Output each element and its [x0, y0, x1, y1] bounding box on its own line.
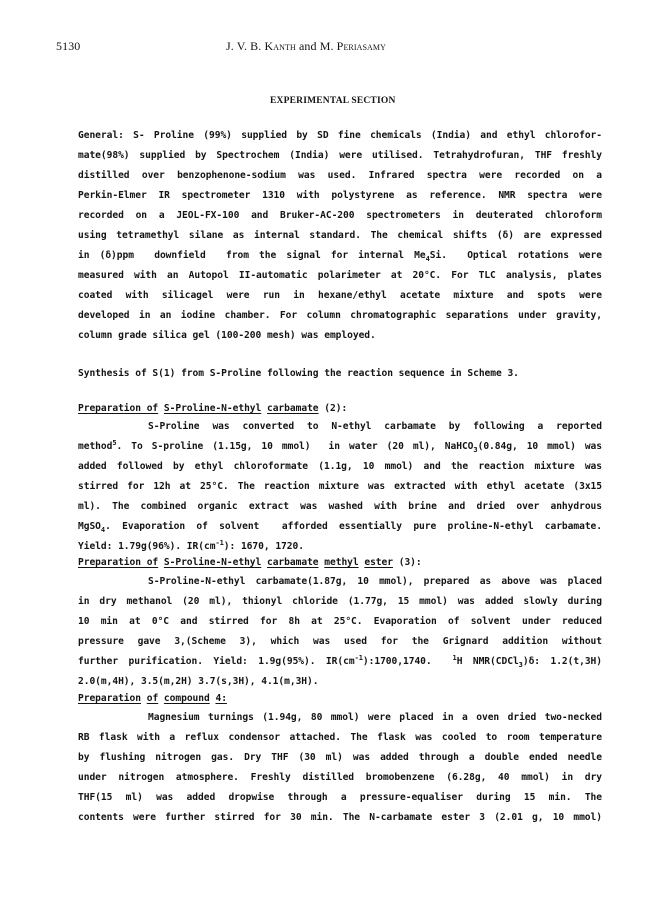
text-line-ir: Yield: 1.79g(96%). $IR(cm^{-1})$: 1670, 1720. [78, 538, 304, 552]
text-line-mgso4: MgSO$_4$. Evaporation of solvent afforded essentially pure proline-N-ethyl carbamate. [78, 521, 602, 534]
author-1-surname: Kanth [264, 39, 296, 53]
text-line: measured with an Autopol II-automatic polarimeter at 20°C. For TLC analysis, plates [78, 270, 602, 281]
running-header-authors [226, 39, 386, 54]
author-1-initials: J. V. B. [226, 39, 265, 53]
synthesis-heading: Synthesis of S(1) from S-Proline following the reaction sequence in Scheme 3. [78, 368, 519, 379]
text-line: pressure gave 3,(Scheme 3), which was used for the Grignard addition without [78, 636, 602, 647]
text-line: S-Proline-N-ethyl carbamate(1.87g, 10 mmol), prepared as above was placed [148, 576, 602, 587]
text-line: distilled over benzophenone-sodium was used. Infrared spectra were recorded on a [78, 170, 602, 181]
text-line: added followed by ethyl chloroformate (1.1g, 10 mmol) and the reaction mixture was [78, 461, 602, 472]
prep-4-heading: Preparation of compound 4: [78, 693, 227, 704]
text-line: mate(98%) supplied by Spectrochem (India) were utilised. Tetrahydrofuran, THF freshly [78, 150, 602, 161]
text-line: recorded on a JEOL-FX-100 and Bruker-AC-200 spectrometers in deuterated chloroform [78, 210, 602, 221]
text-line: column grade silica gel (100-200 mesh) was employed. [78, 330, 376, 341]
prep-2-heading: Preparation of S-Proline-N-ethyl carbamate (2): [78, 403, 348, 414]
page-number: 5130 [56, 39, 81, 53]
text-line: Magnesium turnings (1.94g, 80 mmol) were placed in a oven dried two-necked [148, 712, 602, 723]
text-line: under nitrogen atmosphere. Freshly distilled bromobenzene (6.28g, 40 mmol) in dry [78, 772, 602, 783]
text-line: THF(15 ml) was added dropwise through a pressure-equaliser during 15 min. The [78, 792, 602, 803]
text-line: using tetramethyl silane as internal standard. The chemical shifts (δ) are expressed [78, 230, 602, 241]
text-line-me4si: in (δ)ppm downfield from the signal for internal $Me_4Si$. Optical rotations were [78, 250, 602, 263]
text-line: developed in an iodine chamber. For column chromatographic separations under gravity, [78, 310, 602, 321]
author-2-initials: and M. [295, 39, 337, 53]
text-line: stirred for 12h at 25°C. The reaction mixture was extracted with ethyl acetate (3x15 [78, 481, 602, 492]
text-line: 2.0(m,4H), 3.5(m,2H) 3.7(s,3H), 4.1(m,3H). [78, 676, 319, 687]
text-line: coated with silicagel were run in hexane/ethyl acetate mixture and spots were [78, 290, 602, 301]
text-line-nahco3: method$^5$. To S-proline (1.15g, 10 mmol) in water (20 ml), NaHCO$_3$(0.84g, 10 mmol) was [78, 438, 602, 454]
text-line: Perkin-Elmer IR spectrometer 1310 with polystyrene as reference. NMR spectra were [78, 190, 602, 201]
author-2-surname: Periasamy [336, 39, 387, 53]
text-line-nmr: further purification. Yield: 1.9g(95%). $IR(cm^{-1}):1700,1740$. $^1$H NMR(CDCl$_3$)δ: 1.2(t,3H) [78, 653, 603, 669]
text-line: S-Proline was converted to N-ethyl carbamate by following a reported [148, 421, 602, 432]
text-line: 10 min at 0°C and stirred for 8h at 25°C. Evaporation of solvent under reduced [78, 616, 602, 627]
section-title: EXPERIMENTAL SECTION [270, 96, 396, 106]
text-line: in dry methanol (20 ml), thionyl chloride (1.77g, 15 mmol) was added slowly during [78, 596, 602, 607]
prep-3-heading: Preparation of S-Proline-N-ethyl carbamate methyl ester (3): [78, 557, 422, 568]
text-line: contents were further stirred for 30 min. The N-carbamate ester 3 (2.01 g, 10 mmol) [78, 812, 602, 823]
text-line: ml). The combined organic extract was washed with brine and dried over anhydrous [78, 501, 602, 512]
text-line: RB flask with a reflux condensor attached. The flask was cooled to room temperature [78, 732, 602, 743]
text-line: General: S- Proline (99%) supplied by SD fine chemicals (India) and ethyl chlorofor- [78, 130, 602, 141]
text-line: by flushing nitrogen gas. Dry THF (30 ml) was added through a double ended needle [78, 752, 602, 763]
